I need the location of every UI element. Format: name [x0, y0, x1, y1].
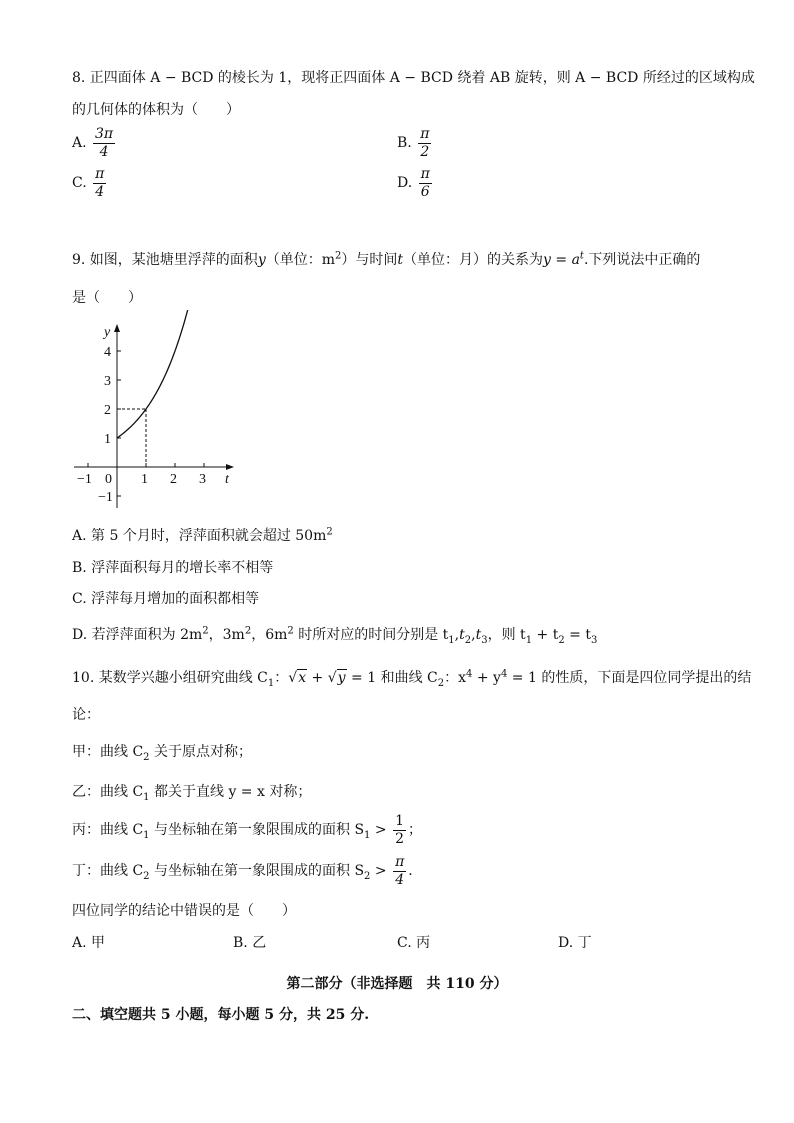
y-tick-label: 4 — [104, 345, 111, 360]
x-tick-label: 3 — [199, 472, 206, 487]
q8-option-d: D. $\frac{\pi}{6}$ — [397, 166, 430, 200]
q9-option-d: D. 若浮萍面积为 $2m^2$，$3m^2$，$6m^2$ 时所对应的时间分别是 $t_1,t_2,t_3$，则 $t_1 + t_2 = t_3$ — [72, 625, 598, 646]
q10-stem-line2: 论： — [72, 707, 100, 723]
q8-option-c: C. $\frac{\pi}{4}$ — [72, 166, 105, 200]
q10-question: 四位同学的结论中错误的是（ ） — [72, 903, 296, 919]
q9-option-a: A. 第 5 个月时，浮萍面积就会超过 $50m^2$ — [72, 526, 333, 544]
y-tick-label: 2 — [104, 403, 111, 418]
x-axis-arrow — [226, 464, 234, 470]
q9-graph — [66, 310, 246, 510]
y-tick-label: 1 — [104, 432, 111, 447]
y-tick-label: 3 — [104, 374, 111, 389]
y-axis-label: y — [104, 325, 111, 340]
q10-statement-bing: 丙：曲线 $C_1$ 与坐标轴在第一象限围成的面积 $S_1$ > $\frac{1}{2}$ ； — [72, 813, 422, 847]
q10-option-c: C. 丙 — [397, 935, 431, 951]
q10-stem-line1: 10. 某数学兴趣小组研究曲线 $C_1$：√x + √y = 1 和曲线 $C_2$：$x^4 + y^4 = 1$ 的性质，下面是四位同学提出的结 — [72, 668, 752, 689]
x-tick-label: 0 — [105, 472, 112, 487]
q8-stem-line1: 8. 正四面体 A − BCD 的棱长为 1，现将正四面体 A − BCD 绕着 AB 旋转，则 A − BCD 所经过的区域构成 — [72, 70, 755, 86]
x-tick-label: 2 — [170, 472, 177, 487]
x-axis-label: t — [225, 472, 229, 487]
section-heading: 二、填空题共 5 小题，每小题 5 分，共 25 分. — [72, 1007, 370, 1023]
q9-option-b: B. 浮萍面积每月的增长率不相等 — [72, 560, 274, 576]
q8-stem-line2: 的几何体的体积为（ ） — [72, 102, 240, 118]
q9-stem-line2: 是（ ） — [72, 290, 142, 306]
q10-statement-jia: 甲：曲线 $C_2$ 关于原点对称； — [72, 744, 252, 763]
x-tick-label: 1 — [141, 472, 148, 487]
q10-option-b: B. 乙 — [233, 935, 267, 951]
y-tick-label: −1 — [98, 490, 113, 505]
q9-stem-line1: 9. 如图，某池塘里浮萍的面积y（单位：$m^2$）与时间t（单位：月）的关系为$y = a^t$.下列说法中正确的 — [72, 250, 701, 268]
q10-statement-yi: 乙：曲线 $C_1$ 都关于直线 y = x 对称； — [72, 784, 312, 803]
q10-option-d: D. 丁 — [558, 935, 592, 951]
q10-statement-ding: 丁：曲线 $C_2$ 与坐标轴在第一象限围成的面积 $S_2$ > $\frac{\pi}{4}$ . — [72, 854, 413, 888]
exponential-curve — [117, 310, 193, 438]
x-tick-label: −1 — [77, 472, 92, 487]
q8-option-b: B. $\frac{\pi}{2}$ — [397, 126, 430, 160]
q9-option-c: C. 浮萍每月增加的面积都相等 — [72, 591, 260, 607]
q10-option-a: A. 甲 — [72, 935, 106, 951]
y-axis-arrow — [114, 324, 120, 332]
part2-title: 第二部分（非选择题 共 110 分） — [286, 976, 508, 992]
q8-option-a: A. $\frac{3\pi}{4}$ — [72, 126, 114, 160]
